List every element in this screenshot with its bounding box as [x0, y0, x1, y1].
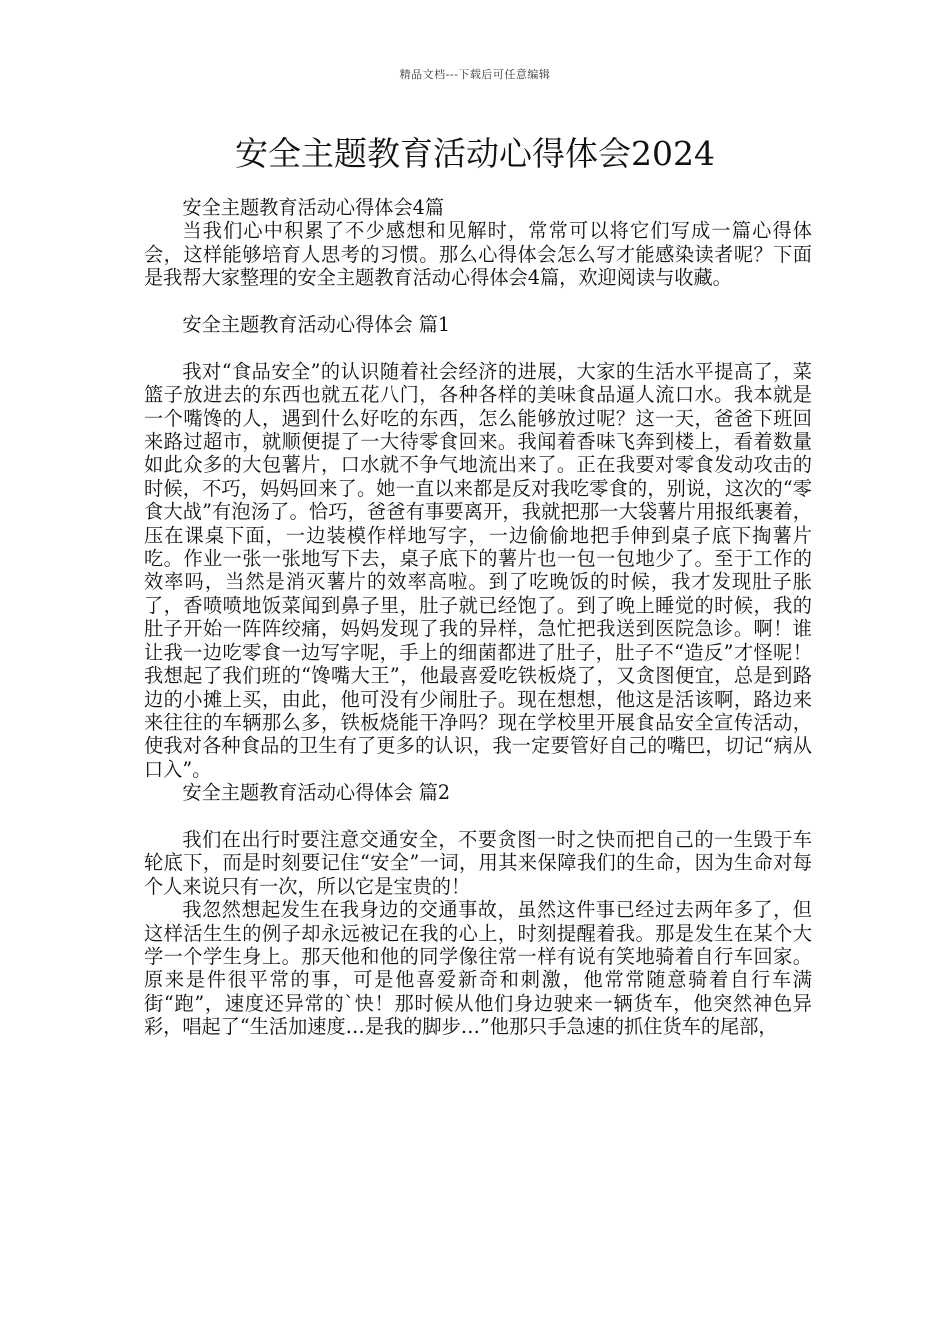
document-subtitle: 安全主题教育活动心得体会4篇: [182, 196, 445, 219]
intro-paragraph: 当我们心中积累了不少感想和见解时，常常可以将它们写成一篇心得体会，这样能够培育人思考的习惯。那么心得体会怎么写才能感染读者呢？下面是我帮大家整理的安全主题教育活动心得体会4篇，欢迎阅读与收藏。: [144, 219, 812, 290]
section1-heading: 安全主题教育活动心得体会 篇1: [182, 313, 451, 337]
section2-heading: 安全主题教育活动心得体会 篇2: [182, 781, 451, 805]
document-body: [144, 196, 812, 1039]
section1-paragraph: 我对“食品安全”的认识随着社会经济的进展，大家的生活水平提高了，菜篮子放进去的东西也就五花八门，各种各样的美味食品逼人流口水。我本就是一个嘴馋的人，遇到什么好吃的东西，怎么能够放过呢？这一天，爸爸下班回来路过超市，就顺便提了一大待零食回来。我闻着香味飞奔到楼上，看着数量如此众多的大包薯片，口水就不争气地流出来了。正在我要对零食发动攻击的时候，不巧，妈妈回来了。她一直以来都是反对我吃零食的，别说，这次的“零食大战”有泡汤了。恰巧，爸爸有事要离开，我就把那一大袋薯片用报纸裹着，压在课桌下面，一边装模作样地写字，一边偷偷地把手伸到桌子底下掏薯片吃。作业一张一张地写下去，桌子底下的薯片也一包一包地少了。至于工作的效率吗，当然是消灭薯片的效率高啦。到了吃晚饭的时候，我才发现肚子胀了，香喷喷地饭菜闻到鼻子里，肚子就已经饱了。到了晚上睡觉的时候，我的肚子开始一阵阵绞痛，妈妈发现了我的异样，急忙把我送到医院急诊。啊！谁让我一边吃零食一边写字呢，手上的细菌都进了肚子，肚子不“造反”才怪呢！我想起了我们班的“馋嘴大王”，他最喜爱吃铁板烧了，又贪图便宜，总是到路边的小摊上买，由此，他可没有少闹肚子。现在想想，他这是活该啊，路边来来往往的车辆那么多，铁板烧能干净吗？现在学校里开展食品安全宣传活动，使我对各种食品的卫生有了更多的认识，我一定要管好自己的嘴巴，切记“病从口入”。: [144, 359, 812, 781]
page-title: 安全主题教育活动心得体会2024: [235, 134, 715, 173]
section2-paragraph-2: 我忽然想起发生在我身边的交通事故，虽然这件事已经过去两年多了，但这样活生生的例子却永远被记在我的心上，时刻提醒着我。那是发生在某个大学一个学生身上。那天他和他的同学像往常一样有说有笑地骑着自行车回家。原来是件很平常的事，可是他喜爱新奇和刺激，他常常随意骑着自行车满街“跑”，速度还异常的`快！那时候从他们身边驶来一辆货车，他突然神色异彩，唱起了“生活加速度…是我的脚步…”他那只手急速的抓住货车的尾部，: [144, 898, 812, 1039]
section2-paragraph-1: 我们在出行时要注意交通安全，不要贪图一时之快而把自己的一生毁于车轮底下，而是时刻要记住“安全”一词，用其来保障我们的生命，因为生命对每个人来说只有一次，所以它是宝贵的！: [144, 827, 812, 898]
header-note: 精品文档---下载后可任意编辑: [399, 68, 551, 81]
